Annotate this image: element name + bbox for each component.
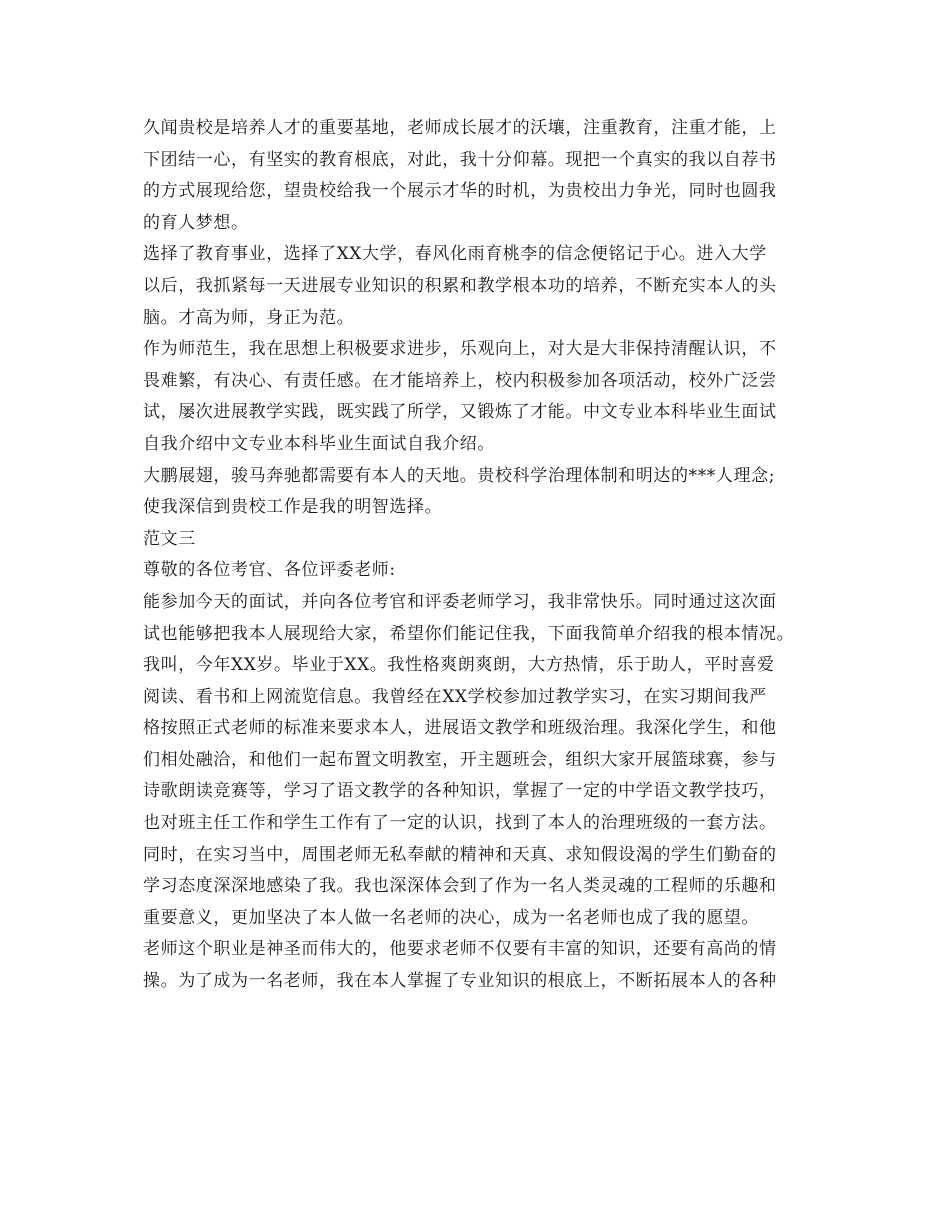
text-line: 下团结一心，有坚实的教育根底，对此，我十分仰幕。现把一个真实的我以自荐书 xyxy=(143,149,777,170)
text-line: 操。为了成为一名老师，我在本人掌握了专业知识的根底上，不断拓展本人的各种 xyxy=(143,971,777,992)
section-heading: 范文三 xyxy=(143,528,196,549)
text-line: 畏难繁，有决心、有责任感。在才能培养上，校内积极参加各项活动，校外广泛尝 xyxy=(143,370,777,391)
text-line: 试，屡次进展教学实践，既实践了所学，又锻炼了才能。中文专业本科毕业生面试 xyxy=(143,402,777,423)
text-line: 老师这个职业是神圣而伟大的，他要求老师不仅要有丰富的知识，还要有高尚的情 xyxy=(143,939,777,960)
text-line: 以后，我抓紧每一天进展专业知识的积累和教学根本功的培养，不断充实本人的头 xyxy=(143,275,777,296)
text-line: 脑。才高为师，身正为范。 xyxy=(143,307,355,328)
salutation: 尊敬的各位考官、各位评委老师: xyxy=(143,560,396,581)
text-line: 使我深信到贵校工作是我的明智选择。 xyxy=(143,497,443,518)
text-line: 我叫，今年XX岁。毕业于XX。我性格爽朗爽朗，大方热情，乐于助人，平时喜爱 xyxy=(143,655,775,676)
text-line: 试也能够把我本人展现给大家，希望你们能记住我，下面我简单介绍我的根本情况。 xyxy=(143,623,795,644)
text-line: 能参加今天的面试，并向各位考官和评委老师学习，我非常快乐。同时通过这次面 xyxy=(143,591,777,612)
text-line: 格按照正式老师的标准来要求本人，进展语文教学和班级治理。我深化学生，和他 xyxy=(143,718,777,739)
text-line: 同时，在实习当中，周围老师无私奉献的精神和天真、求知假设渴的学生们勤奋的 xyxy=(143,844,777,865)
text-line: 作为师范生，我在思想上积极要求进步，乐观向上，对大是大非保持清醒认识，不 xyxy=(143,339,777,360)
text-line: 学习态度深深地感染了我。我也深深体会到了作为一名人类灵魂的工程师的乐趣和 xyxy=(143,876,777,897)
text-line: 自我介绍中文专业本科毕业生面试自我介绍。 xyxy=(143,433,495,454)
text-line: 选择了教育事业，选择了XX大学，春风化雨育桃李的信念便铭记于心。进入大学 xyxy=(143,244,767,265)
text-line: 们相处融洽，和他们一起布置文明教室，开主题班会，组织大家开展篮球赛，参与 xyxy=(143,749,777,770)
text-line: 重要意义，更加坚决了本人做一名老师的决心，成为一名老师也成了我的愿望。 xyxy=(143,907,759,928)
text-line: 的育人梦想。 xyxy=(143,212,249,233)
text-line: 也对班主任工作和学生工作有了一定的认识，找到了本人的治理班级的一套方法。 xyxy=(143,813,777,834)
text-line: 的方式展现给您，望贵校给我一个展示才华的时机，为贵校出力争光，同时也圆我 xyxy=(143,181,777,202)
text-line: 诗歌朗读竞赛等，学习了语文教学的各种知识，掌握了一定的中学语文教学技巧， xyxy=(143,781,777,802)
text-line: 阅读、看书和上网流览信息。我曾经在XX学校参加过教学实习，在实习期间我严 xyxy=(143,686,767,707)
document-body xyxy=(143,113,815,998)
text-line: 久闻贵校是培养人才的重要基地，老师成长展才的沃壤，注重教育，注重才能，上 xyxy=(143,118,777,138)
text-line: 大鹏展翅，骏马奔驰都需要有本人的天地。贵校科学治理体制和明达的***人理念; xyxy=(143,465,776,486)
